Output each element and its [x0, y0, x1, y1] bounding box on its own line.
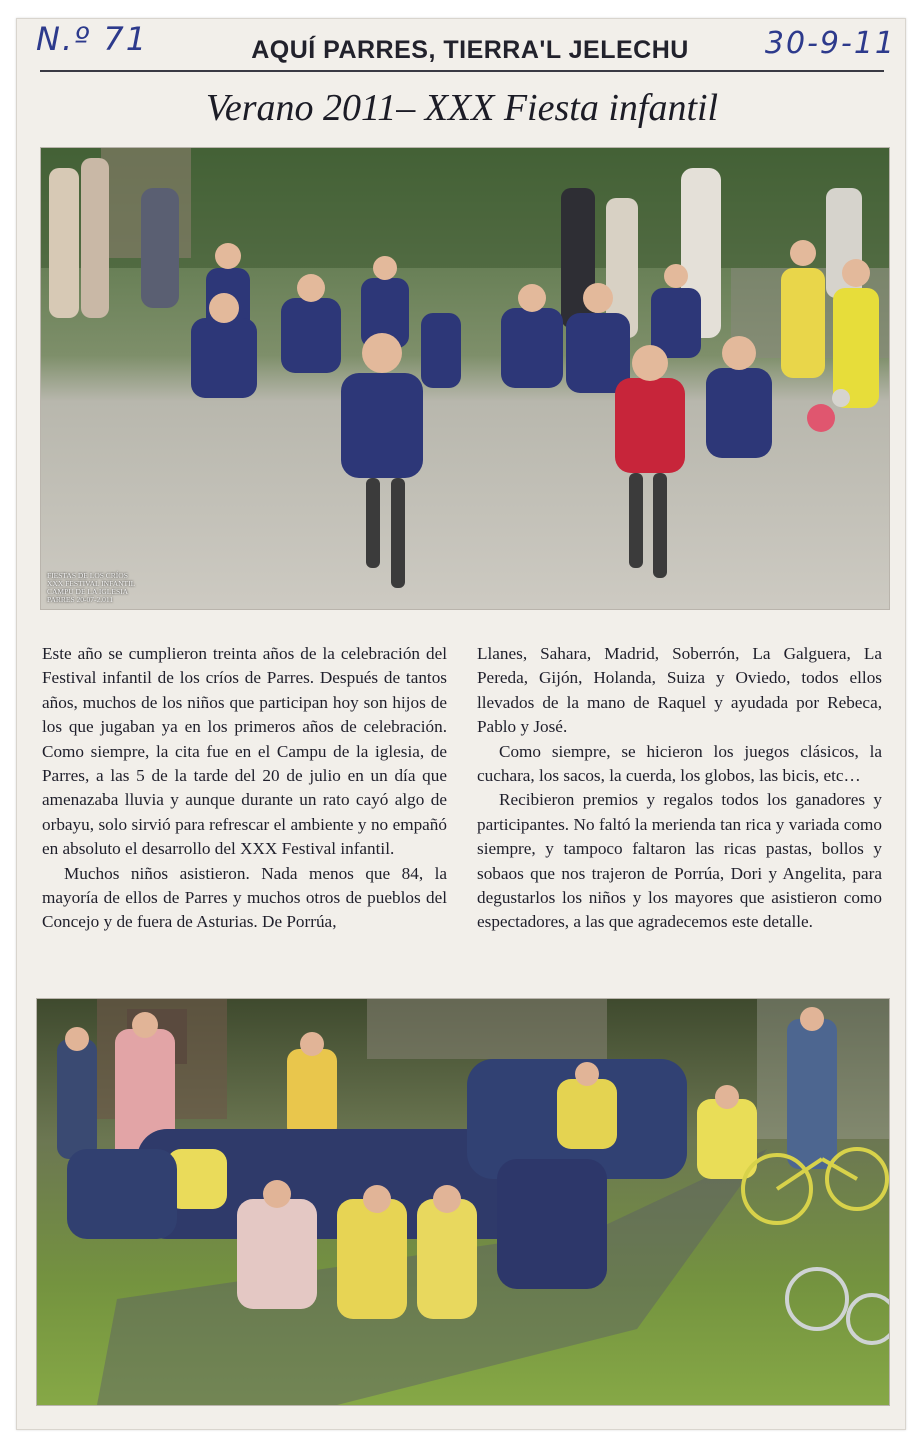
- handwritten-date: 30-9-11: [764, 26, 896, 61]
- paragraph: Muchos niños asistieron. Nada menos que 84, la mayoría de ellos de Parres y muchos otros de pueblos del Concejo y de fuera de Asturias. De Porrúa,: [42, 863, 447, 932]
- photo-top-caption: FIESTAS DE LOS CRÍOS XXX FESTIVAL INFANTIL CAMPU DE LA IGLESIA PARRES 20-07-2.011: [47, 571, 136, 604]
- header-rule: [40, 70, 884, 72]
- photo-group-seated: [36, 998, 890, 1406]
- paragraph: Llanes, Sahara, Madrid, Soberrón, La Galguera, La Pereda, Gijón, Holanda, Suiza y Oviedo, todos ellos llevados de la mano de Raquel y ayudada por Rebeca, Pablo y José.: [477, 644, 882, 737]
- handwritten-issue-number: N.º 71: [36, 20, 149, 58]
- paragraph: Este año se cumplieron treinta años de la celebración del Festival infantil de los críos de Parres. Después de tantos años, muchos de los niños que participan hoy son hijos de los que jugaban ya en los primeros años de celebración. Como siempre, la cita fue en el Campu de la iglesia, de Parres, a las 5 de la tarde del 20 de julio en un día que amenazaba lluvia y aunque durante un rato cayó algo de orbayu, solo sirvió para refrescar el ambiente y no empañó en absoluto el desarrollo del XXX Festival infantil.: [42, 644, 447, 859]
- paragraph: Como siempre, se hicieron los juegos clásicos, la cuchara, los sacos, la cuerda, los globos, las bicis, etc…: [477, 741, 882, 786]
- section-header: AQUÍ PARRES, TIERRA'L JELECHU: [251, 36, 689, 64]
- article-headline: Verano 2011– XXX Fiesta infantil: [205, 87, 719, 129]
- article-column-left: [42, 642, 447, 935]
- article-column-right: [477, 642, 882, 935]
- paragraph: Recibieron premios y regalos todos los ganadores y participantes. No faltó la merienda tan rica y variada como siempre, y tampoco faltaron las ricas pastas, bollos y sobaos que nos trajeron de Porrúa, Dori y Angelita, para degustarlos los niños y los mayores que asistieron como espectadores, a las que agradecemos este detalle.: [477, 790, 882, 932]
- photo-children-running: [40, 147, 890, 610]
